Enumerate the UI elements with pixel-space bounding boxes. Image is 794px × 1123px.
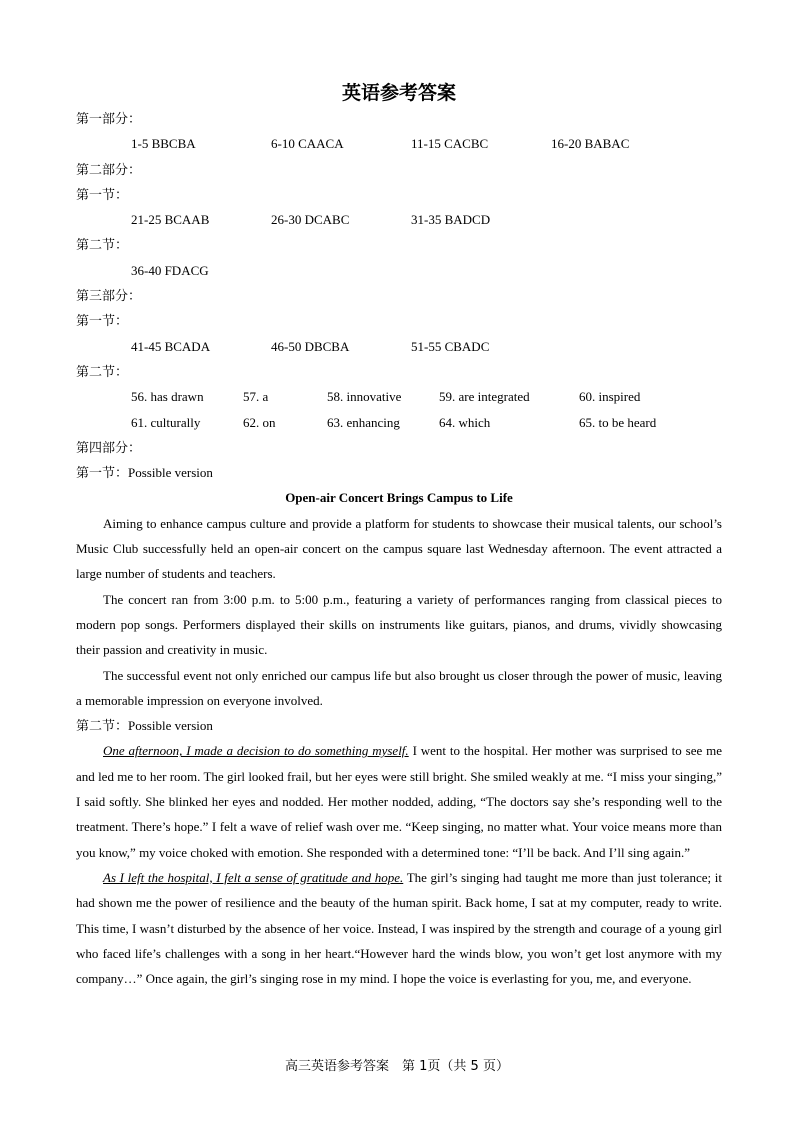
answer-item: 51-55 CBADC: [411, 338, 490, 354]
page-footer: 高三英语参考答案 第 1页（共 5 页）: [285, 1059, 509, 1074]
answer-item: 21-25 BCAAB: [131, 212, 210, 228]
answer-item: 63. enhancing: [327, 414, 400, 430]
answer-item: 11-15 CACBC: [411, 136, 489, 152]
answer-row: [76, 410, 722, 435]
story-paragraph: [76, 865, 722, 991]
answer-item: 1-5 BBCBA: [131, 136, 196, 152]
essay-paragraph: Aiming to enhance campus culture and provide a platform for students to showcase their musical talents, our school’s Music Club successfully held an open-air concert on the campus square last Wednesday afternoon. The event attracted a large number of students and teachers.: [76, 515, 722, 582]
answer-item: 56. has drawn: [131, 389, 204, 405]
answer-item: 58. innovative: [327, 389, 402, 405]
answer-row: [76, 334, 722, 359]
answer-item: 36-40 FDACG: [131, 262, 209, 278]
answer-item: 6-10 CAACA: [271, 136, 344, 152]
answer-item: 62. on: [243, 414, 276, 430]
answer-row: [76, 207, 722, 232]
answer-row: [76, 131, 722, 156]
section-label: 第一节：: [76, 313, 129, 329]
section-label: 第二节：: [76, 237, 129, 253]
answer-item: 41-45 BCADA: [131, 338, 211, 354]
story-paragraph: [76, 738, 722, 864]
page-title: 英语参考答案: [341, 82, 456, 104]
section-label: 第二节：: [76, 363, 129, 379]
section-label: 第二节：Possible version: [76, 718, 213, 734]
answer-item: 65. to be heard: [579, 414, 657, 430]
part2-label: 第二部分：: [76, 161, 142, 177]
part4-label: 第四部分：: [76, 439, 142, 455]
answer-item: 64. which: [439, 414, 491, 430]
answer-item: 61. culturally: [131, 414, 201, 430]
paragraph-body: The girl’s singing had taught me more than just tolerance; it had shown me the power of resilience and the beauty of the human spirit. Back home, I sat at my computer, ready to write. This time, I wasn’t disturbed by the absence of her voice. Instead, I was inspired by the strength and courage of a young girl who faced life’s challenges with a song in her heart.“However hard the winds blow, you won’t get lost anymore with my company…” Once again, the girl’s singing rose in my mind. I hope the voice is everlasting for you, me, and everyone.: [76, 869, 722, 987]
essay-paragraph: The concert ran from 3:00 p.m. to 5:00 p.m., featuring a variety of performances ranging from classical pieces to modern pop songs. Performers displayed their skills on instruments like guitars, pianos, and drums, vividly showcasing their passion and creativity in music.: [76, 591, 722, 658]
answer-row: [76, 384, 722, 409]
answer-row: [76, 258, 722, 283]
essay-paragraph: The successful event not only enriched our campus life but also brought us closer through the power of music, leaving a memorable impression on everyone involved.: [76, 667, 722, 708]
essay-title: Open-air Concert Brings Campus to Life: [285, 490, 513, 506]
answer-item: 31-35 BADCD: [411, 212, 491, 228]
answer-key-page: [76, 80, 722, 991]
section-label: 第一节：Possible version: [76, 465, 213, 481]
paragraph-body: I went to the hospital. Her mother was surprised to see me and led me to her room. The girl looked frail, but her eyes were still bright. She smiled weakly at me. “I miss your singing,” I said softly. She blinked her eyes and nodded. Her mother nodded, adding, “The doctors say she’s responding well to the treatment. There’s hope.” I felt a wave of relief wash over me. “Keep singing, no matter what. Your voice means more than you know,” my voice choked with emotion. She responded with a determined tone: “I’ll be back. And I’ll sing again.”: [76, 743, 722, 860]
section-label: 第一节：: [76, 186, 129, 202]
answer-item: 60. inspired: [579, 389, 641, 405]
part1-label: 第一部分：: [76, 111, 142, 126]
answer-item: 59. are integrated: [439, 389, 530, 405]
given-opening-sentence: One afternoon, I made a decision to do something myself.: [103, 743, 409, 759]
part3-label: 第三部分：: [76, 288, 142, 304]
answer-item: 46-50 DBCBA: [271, 338, 350, 354]
answer-item: 57. a: [243, 389, 269, 405]
given-opening-sentence: As I left the hospital, I felt a sense of gratitude and hope.: [103, 869, 404, 885]
answer-item: 16-20 BABAC: [551, 136, 630, 152]
answer-item: 26-30 DCABC: [271, 212, 350, 228]
